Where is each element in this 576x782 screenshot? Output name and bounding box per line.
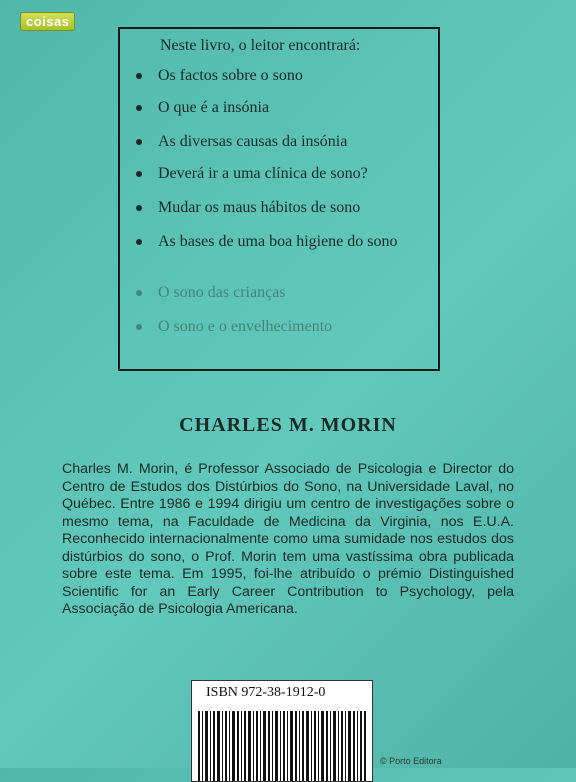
bullet-icon [136, 73, 142, 79]
contents-item [136, 233, 404, 251]
barcode-icon [198, 711, 366, 781]
contents-item-text: O que é a insónia [158, 99, 270, 116]
bullet-icon [136, 139, 142, 145]
contents-item [136, 199, 426, 217]
contents-item [136, 99, 426, 117]
contents-item-text: O sono das crianças [158, 284, 286, 301]
contents-item [136, 284, 426, 302]
contents-item [136, 133, 426, 151]
contents-item-text: As bases de uma boa higiene do sono [158, 233, 398, 250]
bullet-icon [136, 171, 142, 177]
isbn-number: ISBN 972-38-1912-0 [206, 685, 326, 700]
bullet-icon [136, 239, 142, 245]
author-bio: Charles M. Morin, é Professor Associado de Psicologia e Director do Centro de Estudos dos Distúrbios do Sono, na Universidade Laval, no Québec. Entre 1986 e 1994 dirigiu um centro de investigações sobre o mesmo tema, na Faculdade de Medicina da Virginia, nos E.U.A. Reconhecido internacionalmente como uma sumidade nos estudos dos distúrbios do sono, o Prof. Morin tem uma vastíssima obra publicada sobre este tema. Em 1995, foi-lhe atribuído o prémio Distinguished Scientific for an Early Career Contribution to Psychology, pela Associação de Psicologia Americana. [62, 461, 514, 617]
contents-item-text: As diversas causas da insónia [158, 133, 348, 150]
contents-intro: Neste livro, o leitor encontrará: [160, 37, 361, 54]
bullet-icon [136, 324, 142, 330]
contents-item [136, 318, 426, 336]
publisher-copyright: © Porto Editora [380, 756, 442, 766]
barcode-label [191, 680, 373, 782]
contents-item [136, 67, 426, 85]
author-name: CHARLES M. MORIN [179, 414, 397, 436]
bullet-icon [136, 105, 142, 111]
contents-item [136, 165, 426, 183]
bullet-icon [136, 290, 142, 296]
contents-item-text: Mudar os maus hábitos de sono [158, 199, 361, 216]
contents-item-text: Os factos sobre o sono [158, 67, 303, 84]
contents-item-text: O sono e o envelhecimento [158, 318, 333, 335]
publisher-logo: coisas [20, 12, 75, 31]
contents-item-text: Deverá ir a uma clínica de sono? [158, 165, 368, 182]
bullet-icon [136, 205, 142, 211]
